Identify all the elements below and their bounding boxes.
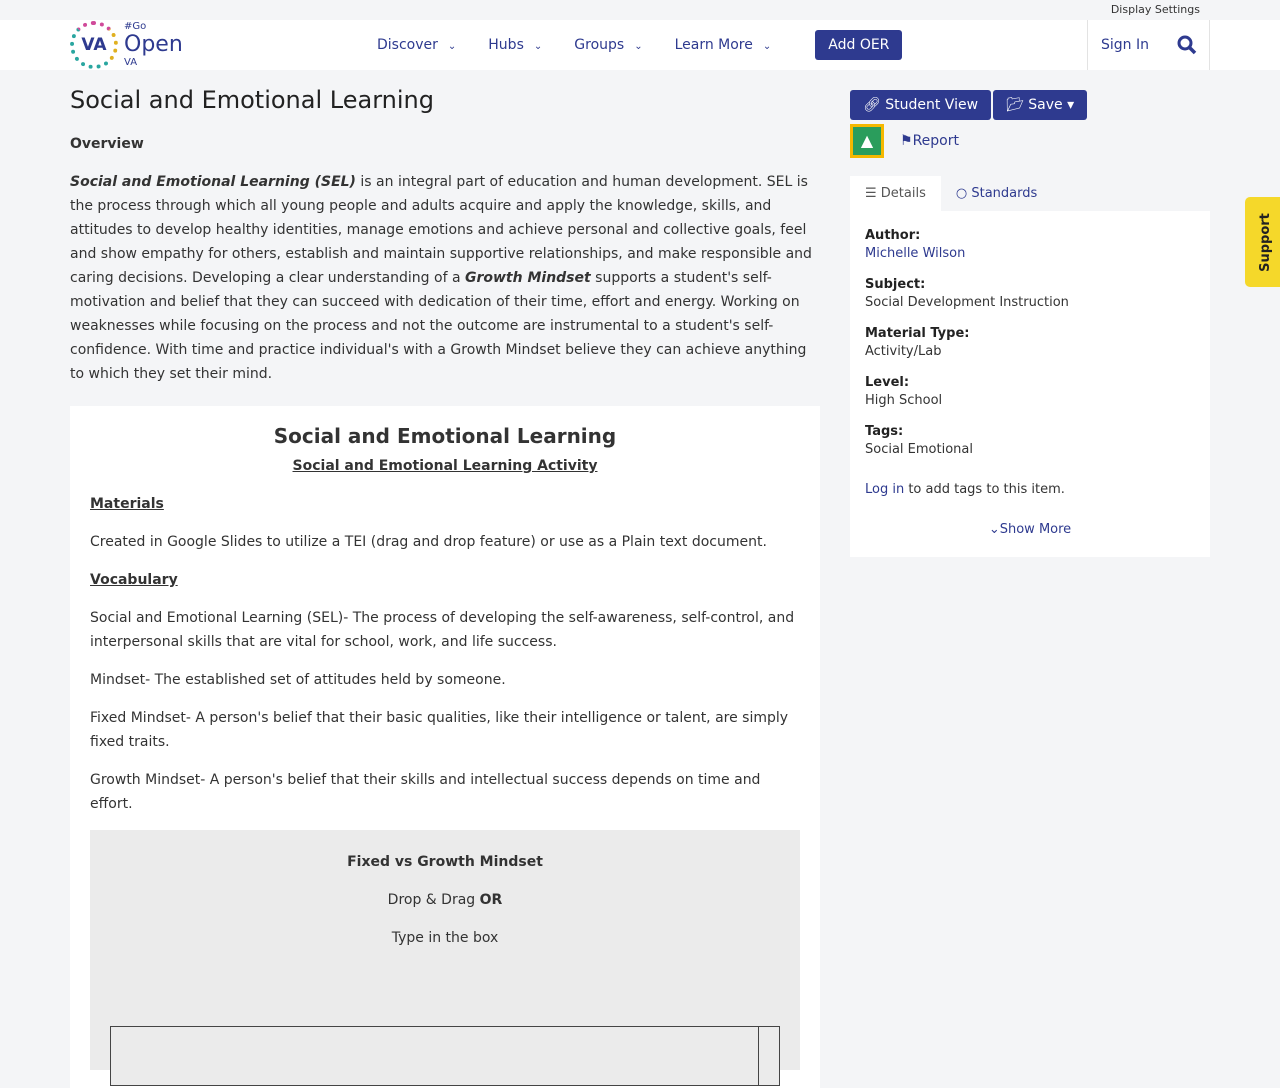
box-title: Fixed vs Growth Mindset <box>347 854 543 870</box>
level-value: High School <box>865 393 943 408</box>
tags-label: Tags: <box>865 424 904 439</box>
tab-standards[interactable]: ○ Standards <box>955 186 1038 201</box>
login-hint: to add tags to this item. <box>904 482 1065 497</box>
support-tab[interactable]: Support <box>1245 197 1280 287</box>
link-icon: 🔗︎ <box>863 97 886 113</box>
nav-hubs[interactable]: Hubs ⌄ <box>488 37 543 53</box>
box-line1: Drop & Drag OR <box>387 892 503 908</box>
nav-discover[interactable]: Discover ⌄ <box>377 37 457 53</box>
vocab-item: Social and Emotional Learning (SEL)- The process of developing the self-awareness, self-control, and interpersonal skills that are vital for school, work, and life success. <box>90 610 795 650</box>
circle-icon: ○ <box>955 186 972 201</box>
folder-open-icon: 📂︎ <box>1006 97 1029 113</box>
activity-box <box>90 830 800 1070</box>
chevron-down-icon: ⌄ <box>533 41 543 52</box>
login-link[interactable]: Log in <box>865 482 905 497</box>
logo-ring <box>70 21 118 69</box>
vocab-item: Fixed Mindset- A person's belief that their basic qualities, like their intelligence or talent, are simply fixed traits. <box>90 710 789 750</box>
navbar <box>0 20 1280 70</box>
page-title: Social and Emotional Learning <box>70 86 434 114</box>
vocab-item: Growth Mindset- A person's belief that their skills and intellectual success depends on time and effort. <box>90 772 761 812</box>
subject-value: Social Development Instruction <box>865 295 1069 310</box>
logo[interactable] <box>70 20 183 70</box>
tab-details[interactable]: ☰ Details <box>850 176 941 211</box>
chevron-down-icon: ⌄ <box>634 41 643 52</box>
overview-text: Social and Emotional Learning (SEL) is an integral part of education and human development. SEL is the process through which all young people and adults acquire and apply the knowledge, skills, and attitudes to develop healthy identities, manage emotions and achieve personal and collective goals, feel and show empathy for others, establish and maintain supportive relationships, and make responsible and caring decisions. Developing a clear understanding of a Growth Mindset supports a student's self-motivation and belief that they can succeed with dedication of their time, effort and energy. Working on weaknesses while focusing on the process and not the outcome are instrumental to a student's self-confidence. With time and practice individual's with a Growth Mindset believe they can achieve anything to which they set their mind. <box>70 174 812 382</box>
nav-learn-more[interactable]: Learn More ⌄ <box>674 37 772 53</box>
caret-down-icon: ▾ <box>1067 97 1075 113</box>
subject-label: Subject: <box>865 277 926 292</box>
material-type-value: Activity/Lab <box>865 344 942 359</box>
logo-open: Open <box>124 32 183 57</box>
logo-go: #Go <box>124 21 147 32</box>
chevron-down-icon: ⌄ <box>762 41 772 52</box>
materials-heading: Materials <box>90 496 164 512</box>
list-icon: ☰ <box>865 186 881 201</box>
save-button[interactable]: 📂︎ Save ▾ <box>993 90 1087 120</box>
details-panel <box>850 211 1210 557</box>
level-label: Level: <box>865 375 910 390</box>
vocabulary-heading: Vocabulary <box>90 572 178 588</box>
box-line2: Type in the box <box>391 930 499 946</box>
materials-text: Created in Google Slides to utilize a TEI (drag and drop feature) or use as a Plain text document. <box>90 534 767 550</box>
report-link[interactable]: ⚑Report <box>900 133 959 149</box>
student-view-button[interactable]: 🔗︎ Student View <box>850 90 991 120</box>
overview-heading: Overview <box>70 136 144 152</box>
logo-va-small: VA <box>124 57 138 68</box>
sign-in-link[interactable]: Sign In <box>1101 37 1149 53</box>
display-settings-link[interactable]: Display Settings <box>1110 3 1200 16</box>
text-box[interactable] <box>110 1026 780 1086</box>
card-title: Social and Emotional Learning <box>273 424 617 448</box>
vocab-item: Mindset- The established set of attitudes held by someone. <box>90 672 506 688</box>
nav-groups[interactable]: Groups ⌄ <box>574 37 643 53</box>
chevron-down-icon: ⌄ <box>988 522 1000 537</box>
logo-va: VA <box>81 35 107 55</box>
google-classroom-icon[interactable]: ▲ <box>850 124 884 158</box>
add-oer-button[interactable]: Add OER <box>815 30 902 60</box>
flag-icon: ⚑ <box>900 133 913 149</box>
tags-value: Social Emotional <box>865 442 973 457</box>
author-link[interactable]: Michelle Wilson <box>865 246 966 261</box>
card-subtitle: Social and Emotional Learning Activity <box>292 458 598 474</box>
author-label: Author: <box>865 228 921 243</box>
chevron-down-icon: ⌄ <box>447 41 457 52</box>
material-type-label: Material Type: <box>865 326 970 341</box>
content-card <box>70 406 820 1088</box>
show-more-link[interactable]: ⌄Show More <box>988 522 1072 537</box>
search-icon[interactable] <box>1177 35 1197 55</box>
